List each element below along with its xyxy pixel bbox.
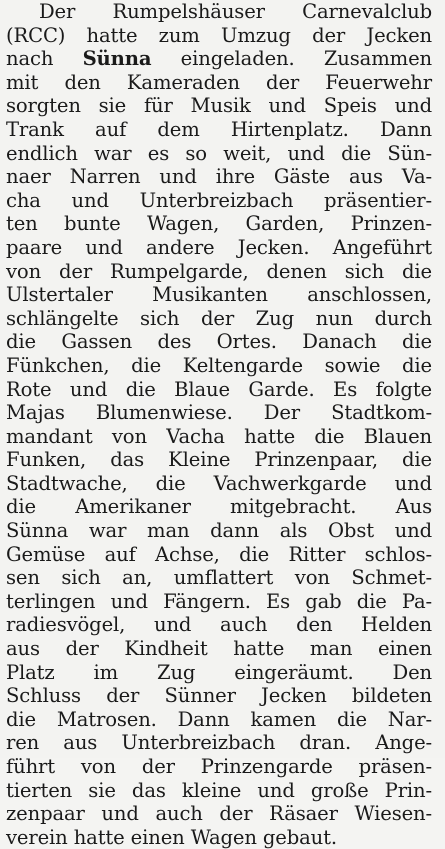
article-line: endlich war es so weit, und die Sün- (6, 141, 432, 165)
article-line: Trank auf dem Hirtenplatz. Dann (6, 117, 432, 141)
article-line: ren aus Unterbreizbach dran. Ange- (6, 731, 432, 755)
article-line: naer Narren und ihre Gäste aus Va- (6, 165, 432, 189)
article-line: sen sich an, umflattert von Schmet- (6, 566, 432, 590)
article-line: cha und Unterbreizbach präsentier- (6, 188, 432, 212)
article-line: Platz im Zug eingeräumt. Den (6, 660, 432, 684)
article-line: Ulstertaler Musikanten anschlossen, (6, 283, 432, 307)
article-line: zenpaar und auch der Räsaer Wiesen- (6, 802, 432, 826)
article-line: terlingen und Fängern. Es gab die Pa- (6, 589, 432, 613)
article-line: nach Sünna eingeladen. Zusammen (6, 47, 432, 71)
article-line: paare und andere Jecken. Angeführt (6, 235, 432, 259)
article-line: ten bunte Wagen, Garden, Prinzen- (6, 212, 432, 236)
article-line: die Matrosen. Dann kamen die Nar- (6, 707, 432, 731)
article-body (6, 0, 432, 849)
article-line: Sünna war man dann als Obst und (6, 519, 432, 543)
article-line: Rote und die Blaue Garde. Es folgte (6, 377, 432, 401)
article-line: aus der Kindheit hatte man einen (6, 637, 432, 661)
article-line: Gemüse auf Achse, die Ritter schlos- (6, 542, 432, 566)
place-name-bold: Sünna (82, 47, 152, 71)
article-line: Fünkchen, die Keltengarde sowie die (6, 353, 432, 377)
article-line: die Gassen des Ortes. Danach die (6, 330, 432, 354)
article-line: Majas Blumenwiese. Der Stadtkom- (6, 401, 432, 425)
article-line: Schluss der Sünner Jecken bildeten (6, 684, 432, 708)
article-line: (RCC) hatte zum Umzug der Jecken (6, 23, 432, 47)
article-line: mandant von Vacha hatte die Blauen (6, 424, 432, 448)
article-line: radiesvögel, und auch den Helden (6, 613, 432, 637)
article-line: Funken, das Kleine Prinzenpaar, die (6, 448, 432, 472)
article-line: Der Rumpelshäuser Carnevalclub (39, 0, 432, 23)
article-line: sorgten sie für Musik und Speis und (6, 94, 432, 118)
article-line: führt von der Prinzengarde präsen- (6, 755, 432, 778)
article-line: die Amerikaner mitgebracht. Aus (6, 495, 432, 519)
article-line: von der Rumpelgarde, denen sich die (6, 259, 432, 283)
article-line: tierten sie das kleine und große Prin- (6, 778, 432, 802)
article-line: Stadtwache, die Vachwerkgarde und (6, 471, 432, 495)
article-line: verein hatte einen Wagen gebaut. (6, 825, 337, 849)
article-line: schlängelte sich der Zug nun durch (6, 306, 432, 330)
article-line: mit den Kameraden der Feuerwehr (6, 70, 432, 94)
